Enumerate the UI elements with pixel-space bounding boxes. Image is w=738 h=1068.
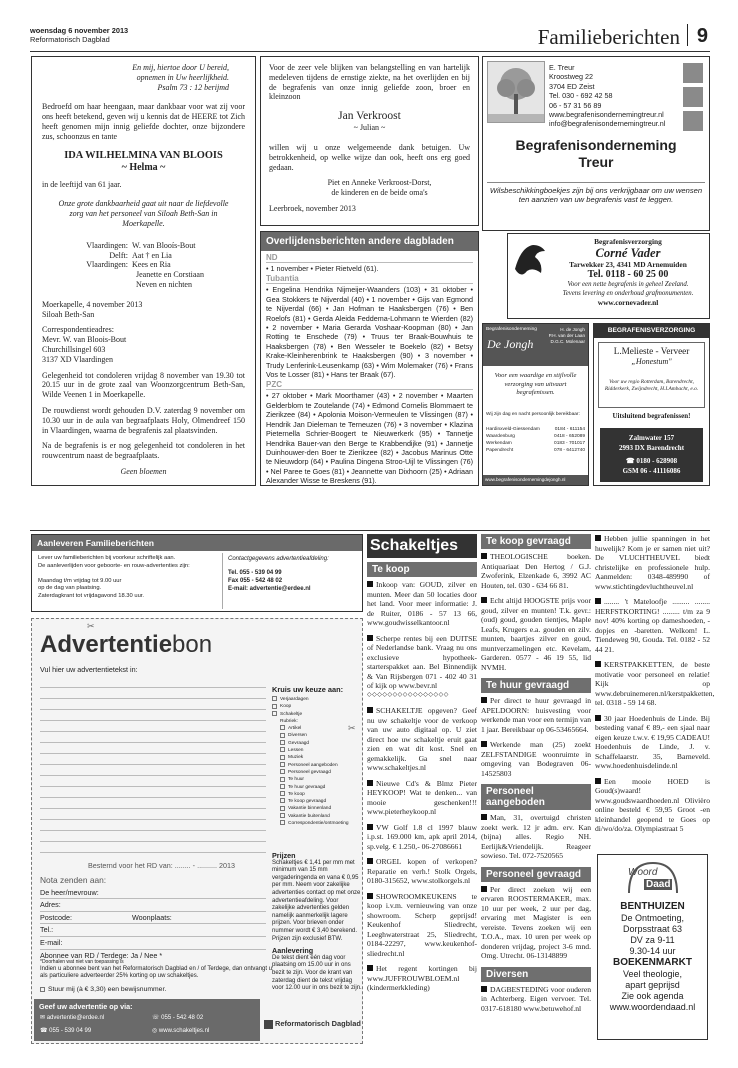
bon-options-list [272, 696, 362, 827]
bon-title-bold: Advertentie [40, 631, 173, 658]
address-line: Correspondentieadres: [42, 325, 114, 335]
dejongh-tel: 0183 - 701017 [554, 441, 585, 446]
address-line: 3137 XD Vlaardingen [42, 354, 113, 364]
treur-title-line: Begrafenisonderneming [515, 137, 677, 153]
treur-mobile: 06 - 57 31 56 89 [549, 100, 602, 110]
melieste-bar: BEGRAFENISVERZORGING [594, 324, 709, 338]
obit-list-pzc: • 27 oktober • Mark Moorthamer (43) • 2 november • Maarten Gelderblom te Zoutelande (74) • Edmond Cornelis Blommaert te Zierikzee (84) • Apolonia Moison-Vermeulen te Vlissingen (87) • Hendrik Jan Dieleman te Terneuzen (76) • 3 november • Klazina Pieternella Schrier-Boogert te Nieuwerkerk (95) • Tannetje Hendrika Bauer-van den Berge te Krabbendijke (91) • Jannetje Duinhouwer-den Boer te Zierikzee (82) • Jacobus Marinus Otte te Nieuwdorp (64) • Paulina Dingena Stroo-Uijl te Vlissingen (76) • Nel Paree te Goes (81) • Jeannette van Dixhoorn (25) • Adriaan Alexander Wisse te Breskens (91). [266, 391, 473, 486]
bon-year: 2013 [219, 861, 236, 870]
dejongh-places [486, 426, 585, 454]
notice-helma [31, 56, 256, 486]
treur-title-line: Treur [578, 154, 614, 170]
melieste-sub: „Honestum" [631, 357, 672, 366]
header-section: Familieberichten [537, 25, 680, 49]
woord-web[interactable]: www.woordendaad.nl [609, 1002, 696, 1012]
family-names: Neven en nichten [136, 279, 192, 289]
header-paper: Reformatorisch Dagblad [30, 35, 110, 44]
bon-footer-tel: ☎ 055 - 539 04 99 [40, 1028, 92, 1034]
bon-pub-date[interactable]: Besternd voor het RD van: ........ - .......... 2013 [88, 861, 236, 870]
woord-line: apart geprijsd [625, 980, 680, 990]
aanleveren-line: De aanleverlijden voor geboorte- en rouw-advertenties zijn: [38, 562, 190, 569]
bon-pub-label: Besternd voor het RD van: [88, 861, 173, 870]
family-names: W. van Blooís-Bout [132, 240, 196, 250]
classified-ad: Nieuwe Cd's & Blmz Pieter HEYKOOP! Wat te denken... van mooie geschenken!!! www.pieterheykoop.nl [367, 778, 477, 816]
classified-ad: 30 jaar Hoedenhuis de Linde. Bij besteding vanaf € 89,- een sjaal naar eigen keuze t.w.v. € 19,95 CADEAU! Hoedenhuis de Linde, J. v. Schaffelaarstr. 35, Barneveld. www.hoedenhuisdelinde.nl [595, 713, 710, 770]
bon-fields-title: Nota zenden aan: [40, 875, 107, 885]
dejongh-name: P.H. van der Laan [548, 333, 585, 338]
bon-option[interactable]: Te koop [272, 791, 362, 798]
melieste-city: 2993 DX Barendrecht [618, 444, 685, 452]
melieste-slogan: Uitsluitend begrafenissen! [612, 412, 691, 420]
bon-option[interactable]: Vakantie buitenland [272, 813, 362, 820]
bon-option[interactable]: Te huur [272, 776, 362, 783]
scissors-icon: ✂ [348, 723, 356, 733]
notice-place-date: Moerkapelle, 4 november 2013 [42, 299, 143, 309]
bon-legal [40, 959, 280, 981]
classified-ad: ........ 't Mateloofje ......... ........ HERFSTKORTING! ......... t/m za 9 nov! 40% korting op dameshoeden, -dopjes en -baretten. Welkom! L. Tiendeweg 90, Gouda. Tel. 0182 - 52 44 21. [595, 597, 710, 654]
bon-option[interactable]: Schakeltje [272, 711, 362, 718]
gray-square [683, 87, 703, 107]
bon-option[interactable]: Correspondentie/ontmoeting [272, 820, 362, 827]
cls-heading-te-huur-gevraagd: Te huur gevraagd [481, 678, 591, 693]
melieste-services: Voor uw regio Rotterdam, Barendrecht, Ridderkerk, Zwijndrecht, H.I.Ambacht, e.o. [604, 379, 699, 392]
notice-condolence: Gelegenheid tot condoleren vrijdag 8 november van 19.30 tot 20.15 uur in de grote zaal van Woonzorgcentrum Beth-San, Wilde Veenen 1 in Moerkapelle. [42, 370, 245, 400]
bon-text-lines[interactable] [40, 677, 266, 853]
bon-field[interactable]: Adres: [40, 899, 266, 912]
melieste-gsm: GSM 06 - 41116086 [622, 467, 681, 475]
aanleveren-line: Lever uw familieberichten bij voorkeur schriftelijk aan. [38, 555, 176, 561]
classified-ad: Per direct zoeken wij een ervaren ROOSTERMAKER, max. 10 uur per week, 2 uur per dag, ervaring met Magister is een vereiste. Tevens zoeken wij een T.O.A., max. 10 uren per week op donderen vrijdag, project 3-6 mnd. Omg. Utrecht. 06-13148899 [481, 884, 591, 960]
cls-heading-te-koop: Te koop [367, 562, 477, 577]
aanleveren-line [38, 571, 218, 578]
aanleveren-email[interactable]: E-mail: advertentie@erdee.nl [228, 586, 311, 592]
phone-icon: ☎ [40, 1028, 50, 1034]
rd-logo-icon [264, 1020, 273, 1029]
obit-list-tubantia: • Engelina Hendrika Nijmeijer-Waanders (103) • 31 oktober • Gea Stokkers te Nijverdal (40) • 1 november • Gijs van Egmond te Nijverdal (66) • Jan Hofman te Haaksbergen (76) • Ben Roelofs (81) • Gerda Aleida Feddema-Lohmann te Wierden (82) • 2 november • Maria Gerarda Voshaar-Koopman (80) • Jan Rotting te Enschede (79) • Truus ter Braak-Bouwhuis te Haaksbergen (78) • Ben Wesseler te Boekelo (82) • Betsy Krake-Kleinherenbrink te Haaksbergen (90) • 3 november • Trudy Lenferink-Leusenkamp (63) • Wim Molemaker (76) • Frans Vos te Losser (81) • Hans ter Braak (67). [266, 285, 473, 380]
dejongh-name: D.G.C. Molenaar [550, 339, 585, 344]
bon-abonnee[interactable]: Abonnee van RD / Terdege: Ja / Nee * [40, 950, 163, 960]
julian-name: Jan Verkroost [338, 110, 401, 123]
family-names: Jeanette en Corstiaan [136, 270, 204, 280]
verse-line: opnemen in Uw heerlijkheid. [136, 72, 229, 82]
dejongh-header [483, 324, 588, 366]
treur-tel: Tel. 030 - 692 42 58 [549, 91, 613, 101]
cls-heading-personeel-aangeboden: Personeel aangeboden [481, 784, 591, 810]
bon-option[interactable]: Gevraagd [272, 740, 362, 747]
vader-line: Voor een nette begrafenis in geheel Zeeland. [567, 281, 689, 289]
bon-field[interactable]: De heer/mevrouw: [40, 887, 266, 900]
julian-text: Voor de zeer vele blijken van belangstelling en van hartelijk medeleven tijdens de ernstige ziekte, na het overlijden en bij de begrafenis van onze innig geliefde zoon, broer en kleinzoon [269, 63, 470, 102]
bon-footer [34, 999, 260, 1041]
classified-ad: SCHAKELTJE opgeven? Geef nu uw schakeltje voor de verkoop van uw auto digitaal op. U ziet direct hoe uw schakeltje eruit gaat zien en wat dit kost. Snel en gemakkelijk. Ga snel naar www.schakeltjes.nl [367, 706, 477, 772]
dejongh-tel: 0184 - 611154 [554, 427, 585, 432]
woord-line: DV za 9-11 [630, 935, 675, 945]
verse-line: En mij, hiertoe door U bereid, [132, 63, 229, 72]
julian-nickname: ~ Julian ~ [353, 123, 386, 133]
classified-ad: Echt altijd HOOGSTE prijs voor goud, zilver en munten! T.k. gevr.: (oud) goud, gouden tientjes, Maple Leafs, Krugers e.a. gouden en zilv. munten, baartjes zilver en goud, muntverzamelingen etc. Kevelam, Garderen. 0577 - 46 19 55, lid NVMH. [481, 596, 591, 672]
schakeltjes-col-1 [367, 534, 477, 1044]
classified-ad: Inkoop van: GOUD, zilver en munten. Meer dan 50 locaties door het land. Voor meer informatie: J. de Ruiter, 0186 - 57 13 66, www.goudwisselkantoor.nl [367, 580, 477, 627]
classified-ad: Hebben jullie spanningen in het huwelijk? Kom je er samen niet uit? De VLUCHTHEUVEL biedt christelijke en professionele hulp. Aanmelden: 0348-489990 of www.stichtingdevluchtheuvel.nl [595, 534, 710, 591]
cls-heading-personeel-gevraagd: Personeel gevraagd [481, 867, 591, 882]
bon-option[interactable]: Artikel [272, 725, 362, 732]
bon-abonnee-note: *Doorhalen wat niet van toepassing is [40, 959, 124, 965]
address-line: Churchillsingel 603 [42, 344, 106, 354]
ad-treur [482, 56, 710, 231]
dejongh-logo: De Jongh [487, 337, 534, 351]
treur-address [549, 63, 665, 129]
bon-footer-email[interactable]: ✉ advertentie@erdee.nl [40, 1015, 105, 1021]
dejongh-day-night: Wij zijn dag en nacht persoonlijk bereikbaar: [486, 412, 580, 417]
schakeltjes-title: Schakeltjes [367, 534, 477, 558]
dejongh-web[interactable]: www.begrafenisondernemingdejongh.nl [483, 475, 588, 485]
bon-option[interactable]: Personeel aangeboden [272, 762, 362, 769]
bon-footer-web[interactable]: ◎ www.schakeltjes.nl [152, 1028, 210, 1034]
aanleveren-tel: Tel. 055 - 539 04 99 [228, 570, 282, 576]
bon-instruction: Vul hier uw advertentietekst in: [40, 665, 138, 674]
aanleveren-left [38, 555, 218, 601]
bon-option[interactable]: Koop [272, 703, 362, 710]
scissors-icon: ✂ [87, 621, 95, 631]
bon-note-title: Aanlevering [272, 946, 314, 956]
woord-town: BENTHUIZEN [620, 901, 685, 912]
obituaries-title: Overlijdensberichten andere dagbladen [261, 232, 478, 251]
bon-brand-text: Reformatorisch Dagblad [275, 1019, 361, 1028]
cls-heading-diversen: Diversen [481, 967, 591, 982]
vader-line: Tevens levering en onderhoud grafmonumenten. [562, 289, 694, 297]
dejongh-tel: 0418 - 652089 [554, 434, 585, 439]
aanleveren-contact-head: Contactgegevens advertentieafdeling: [228, 556, 329, 562]
tree-image [487, 61, 545, 123]
bon-brand [264, 1019, 361, 1029]
melieste-name: L.Melieste - Verveer [613, 346, 690, 356]
bon-option-group: Rubriek: [280, 718, 298, 724]
woord-line: Zie ook agenda [621, 991, 684, 1001]
classified-ad: ORGEL kopen of verkopen? Reparatie en verh.! Stolk Orgels, 0180-315652, www.stolkorgels.nl [367, 857, 477, 885]
classified-ad: Een mooie HOED is Goud(s)waard! www.goudswaardhoeden.nl Olivièro online besteld € 59,95 Groot -en kleinhandel geopend te Goes op di/wo/do/za. Olympiastraat 5 [595, 776, 710, 833]
notice-intro: Bedroefd om haar heengaan, maar dankbaar voor wat zij voor ons heeft betekend, geven wij u kennis dat de HEERE tot Zich heeft genomen mijn innig geliefde dochter, onze bijzondere zus, schoonzus en tante [42, 102, 245, 141]
woord-title: BOEKENMARKT [613, 957, 692, 968]
classified-ad: Scherpe rentes bij een DUITSE of Nederlandse bank. Vraag nu ons exclusieve hypotheek-starterspakket aan. Bel Binnendijk & Van Rijsbergen 071 - 402 40 31 of kijk op www.bevr.nl ◇◇◇◇◇◇◇◇◇◇◇◇◇◇◇◇ [367, 633, 477, 698]
bon-mail-check[interactable]: Stuur mij (à € 3,30) een bewijsnummer. [40, 986, 166, 993]
notice-funeral: De rouwdienst wordt gehouden D.V. zaterdag 9 november om 10.30 uur in de aula van begraafplaats Holy, Olmendreef 150 in Vlaardingen, waarna de begrafenis zal plaatsvinden. [42, 405, 245, 435]
dejongh-place: Papendrecht [486, 448, 514, 453]
bon-option[interactable]: Diversen [272, 732, 362, 739]
bon-option[interactable]: Personeel gevraagd [272, 769, 362, 776]
bon-options [272, 685, 362, 827]
bon-prices-text: Schakeltjes € 1,41 per mm met minimum van 15 mm vergaderingenda en vana € 0,95 per mm. Neem voor zakelijke advertenties contact op met onze advertentieafdeling. Voor zakelijke advertenties gelden namelijk aanmerkelijk lagere prijzen. Voor brieven onder nummer wordt € 3,40 berekend. Prijzen zijn exclusief BTW. [272, 859, 361, 942]
treur-web[interactable]: www.begrafenisondernemingtreur.nl [549, 110, 664, 120]
classified-ad: THEOLOGISCHE boeken. Antiquariaat Den Hertog / G.J. Zwoferink, Elzenkade 6, 3992 AC Houten, tel. 030 - 634 66 81. [481, 552, 591, 590]
vader-address: Tarwekker 23, 4341 MD Arnemuiden [569, 260, 687, 270]
notice-julian [260, 56, 479, 226]
paper-label-nd: ND [266, 253, 473, 263]
bon-fields [40, 875, 266, 961]
bon-title [40, 631, 212, 659]
dejongh-place: Waardenburg [486, 434, 515, 439]
dejongh-place: Werkendam [486, 441, 512, 446]
family-place: Vlaardingen: [86, 240, 128, 250]
dejongh-name: H. de Jongh [560, 327, 585, 332]
woord-line: Veel theologie, [622, 969, 683, 979]
tree-icon [488, 62, 544, 122]
bon-field[interactable]: E-mail: [40, 937, 266, 950]
bon-legal-text: Indien u abonnee bent van het Reformatorisch Dagblad en / of Terdege, dan ontvangt u als particuliere adverteerder 25% korting op uw schakeltjes. [40, 966, 273, 980]
family-names: Kees en Ria [132, 260, 171, 270]
vader-web[interactable]: www.cornevader.nl [597, 298, 659, 308]
bon-footer-title: Geef uw advertentie op via: [39, 1002, 133, 1011]
bon-prices-title: Prijzen [272, 851, 296, 860]
ad-de-jongh [482, 323, 589, 486]
bon-woonplaats[interactable]: Woonplaats: [131, 912, 172, 922]
woord-logo-word: Woord [628, 867, 658, 878]
deceased-age: in de leeftijd van 61 jaar. [42, 179, 122, 189]
notice-institution: Siloah Beth-San [42, 309, 95, 319]
bon-option[interactable]: Vakantie binnenland [272, 805, 362, 812]
family-list [42, 241, 245, 290]
bon-footer-fax: ☏ 055 - 542 48 02 [152, 1015, 204, 1021]
vader-tel: Tel. 0118 - 60 25 00 [587, 269, 669, 281]
vader-name: Corné Vader [595, 246, 661, 261]
dejongh-place: Hardinxveld-Giessendam [486, 427, 540, 432]
treur-street: Kroostweg 22 [549, 72, 593, 82]
dejongh-small-left: Begrafenisonderneming [486, 327, 537, 332]
julian-signed: Piet en Anneke Verkroost-Dorst, [327, 178, 432, 188]
bon-title-light: bon [172, 631, 213, 658]
page-header [30, 24, 710, 50]
header-rule [30, 51, 710, 52]
bon-field[interactable]: Postcode: Woonplaats: [40, 912, 266, 925]
paper-label-tubantia: Tubantia [266, 274, 473, 284]
julian-signed: de kinderen en de beide oma's [331, 188, 428, 198]
family-place: Vlaardingen: [86, 260, 128, 270]
obituaries-box [260, 231, 479, 486]
aanleveren-box [31, 534, 363, 612]
woord-line: Dorpsstraat 63 [622, 924, 683, 934]
classified-ad: Per direct te huur gevraagd in APELDOORN: huisvesting voor werkende man voor een termijn van 1 jaar. Bereikbaar op 06-53465664. [481, 696, 591, 734]
aanleveren-right [228, 555, 362, 593]
melieste-contact [600, 428, 703, 482]
treur-footer: Wilsbeschikkingboekjes zijn bij ons verkrijgbaar om uw wensen ten aanzien van uw begrafenis vast te leggen. [487, 182, 705, 205]
bon-option[interactable]: Te huur gevraagd [272, 784, 362, 791]
ad-corne-vader [507, 233, 710, 319]
dejongh-names [549, 327, 585, 345]
woord-line: De Ontmoeting, [620, 913, 685, 923]
dove-icon [511, 239, 549, 287]
melieste-tel: 0180 - 628908 [636, 457, 678, 465]
ad-melieste [593, 323, 710, 486]
schakeltjes-col-3 [595, 534, 715, 1044]
aanleveren-title: Aanleveren Familieberichten [32, 535, 362, 551]
treur-city: 3704 ED Zeist [549, 81, 595, 91]
verse-ref: Psalm 73 : 12 berijmd [157, 82, 229, 92]
deceased-name: IDA WILHELMINA VAN BLOOIS [64, 149, 223, 161]
notice-thanks: Onze grote dankbaarheid gaat uit naar de liefdevolle zorg van het personeel van Siloah Beth-San in Moerkapelle. [58, 199, 229, 228]
classified-ad: Het regent kortingen bij www.JUFFROUWBLOEM.nl (kindermerkkleding) [367, 964, 477, 992]
classified-ad: KERSTPAKKETTEN, de beste motivatie voor personeel en relatie! Kijk op www.debruinemeren.nl/kerstpakketten, tel. 0318 - 59 14 68. [595, 660, 715, 707]
melieste-frame [598, 342, 705, 408]
bon-note-text: De tekst dient één dag voor plaatsing om 15.00 uur in ons bezit te zijn. Voor de krant van zaterdag dient de tekst vrijdag voor 12.00 uur in ons bezit te zijn. [272, 954, 362, 992]
header-page-number: 9 [696, 25, 708, 47]
notice-closing: Geen bloemen [120, 466, 167, 476]
vader-top: Begrafenisverzorging [594, 237, 662, 246]
classified-ad: VW Golf 1.8 cl 1997 blauw i.p.st. 169.000 km, apk april 2014, sp.velg. € 1.250,- 06-27086661 [367, 822, 477, 851]
header-date: woensdag 6 november 2013 [30, 26, 129, 35]
treur-name: E. Treur [549, 63, 575, 72]
phone-icon: ☎ [625, 457, 637, 465]
vader-text [548, 237, 708, 307]
globe-icon: ◎ [152, 1028, 159, 1034]
bon-option[interactable]: Muziek [272, 754, 362, 761]
aanleveren-divider [222, 553, 223, 609]
address-line: Mevr. W. van Bloois-Bout [42, 335, 127, 345]
correspondence-address [42, 325, 245, 364]
gray-square [683, 63, 703, 83]
julian-text2: willen wij u onze welgemeende dank betuigen. Uw betrokkenheid, op welke wijze dan ook, heeft ons erg goed gedaan. [269, 142, 470, 172]
dejongh-slogan: Voor een waardige en stijlvolle verzorging van uitvaart begrafenissen. [494, 372, 577, 397]
dejongh-tel: 078 - 6412740 [554, 448, 585, 453]
aanleveren-line: Maandag t/m vrijdag tot 9.00 uur [38, 577, 122, 584]
bon-option[interactable]: Lessen [272, 747, 362, 754]
paper-label-pzc: PZC [266, 380, 473, 390]
woord-daad-logo [598, 859, 707, 901]
julian-place: Leerbroek, november 2013 [269, 203, 356, 213]
bon-prices [272, 852, 362, 993]
envelope-icon: ✉ [40, 1015, 47, 1021]
bon-option[interactable]: Te koop gevraagd [272, 798, 362, 805]
bon-choose-title: Kruis uw keuze aan: [272, 685, 344, 694]
aanleveren-fax: Fax 055 - 542 48 02 [228, 578, 283, 584]
treur-email[interactable]: info@begrafenisondernemingtreur.nl [549, 119, 666, 129]
bon-option[interactable]: Verjaardagen [272, 696, 362, 703]
schakeltjes-col-2 [481, 534, 591, 1044]
melieste-street: Zalmwater 157 [628, 434, 675, 442]
treur-title [483, 137, 709, 171]
advertentiebon [31, 618, 363, 1044]
obit-list-nd: • 1 november • Pieter Rietveld (61). [266, 264, 379, 273]
fax-icon: ☏ [152, 1015, 162, 1021]
notice-after: Na de begrafenis is er nog gelegenheid tot condoleren in het rouwcentrum naast de begraafplaats. [42, 441, 245, 461]
gray-square [683, 111, 703, 131]
aanleveren-line: Zaterdagkrant tot vrijdagavond 18.30 uur. [38, 593, 145, 600]
family-place: Delft: [109, 250, 128, 260]
header-divider [687, 24, 688, 46]
section-rule [30, 530, 710, 531]
woord-logo-daad: Daad [646, 879, 671, 890]
classified-ad: DAGBESTEDING voor ouderen in Achterberg. Eigen vervoer. Tel. 0317-618180 www.betuwehof.nl [481, 984, 591, 1013]
bon-field[interactable]: Tel.: [40, 924, 266, 937]
notice-verse [42, 63, 245, 92]
woord-line: 9.30-14 uur [629, 946, 676, 956]
classified-ad: Man, 31, overtuigd christen zoekt werk. 12 jr adm. erv. Kan (bijna) alles. Regio NH. Eerlijk&Vriendelijk. Reageer sowieso. Tel. 072-7520565 [481, 813, 591, 860]
deceased-nickname: ~ Helma ~ [121, 161, 166, 173]
family-names: Aat † en Lia [132, 250, 172, 260]
ad-woord-en-daad [597, 854, 708, 1040]
aanleveren-line: op de dag van plaatsing. [38, 585, 102, 592]
classified-ad: SHOWROOMKEUKENS te koop i.v.m. vernieuwing van onze showroom. Scherp geprijsd! Keukenhof Sliedrecht, Leeghwaterstraat 25, Sliedrecht, 0184-22297, www.keukenhof-sliedrecht.nl [367, 891, 477, 958]
cls-heading-te-koop-gevraagd: Te koop gevraagd [481, 534, 591, 549]
classified-ad: Werkende man (25) zoekt ZELFSTANDIGE woonruimte in omgeving van Bodegraven 06-14525803 [481, 740, 591, 778]
